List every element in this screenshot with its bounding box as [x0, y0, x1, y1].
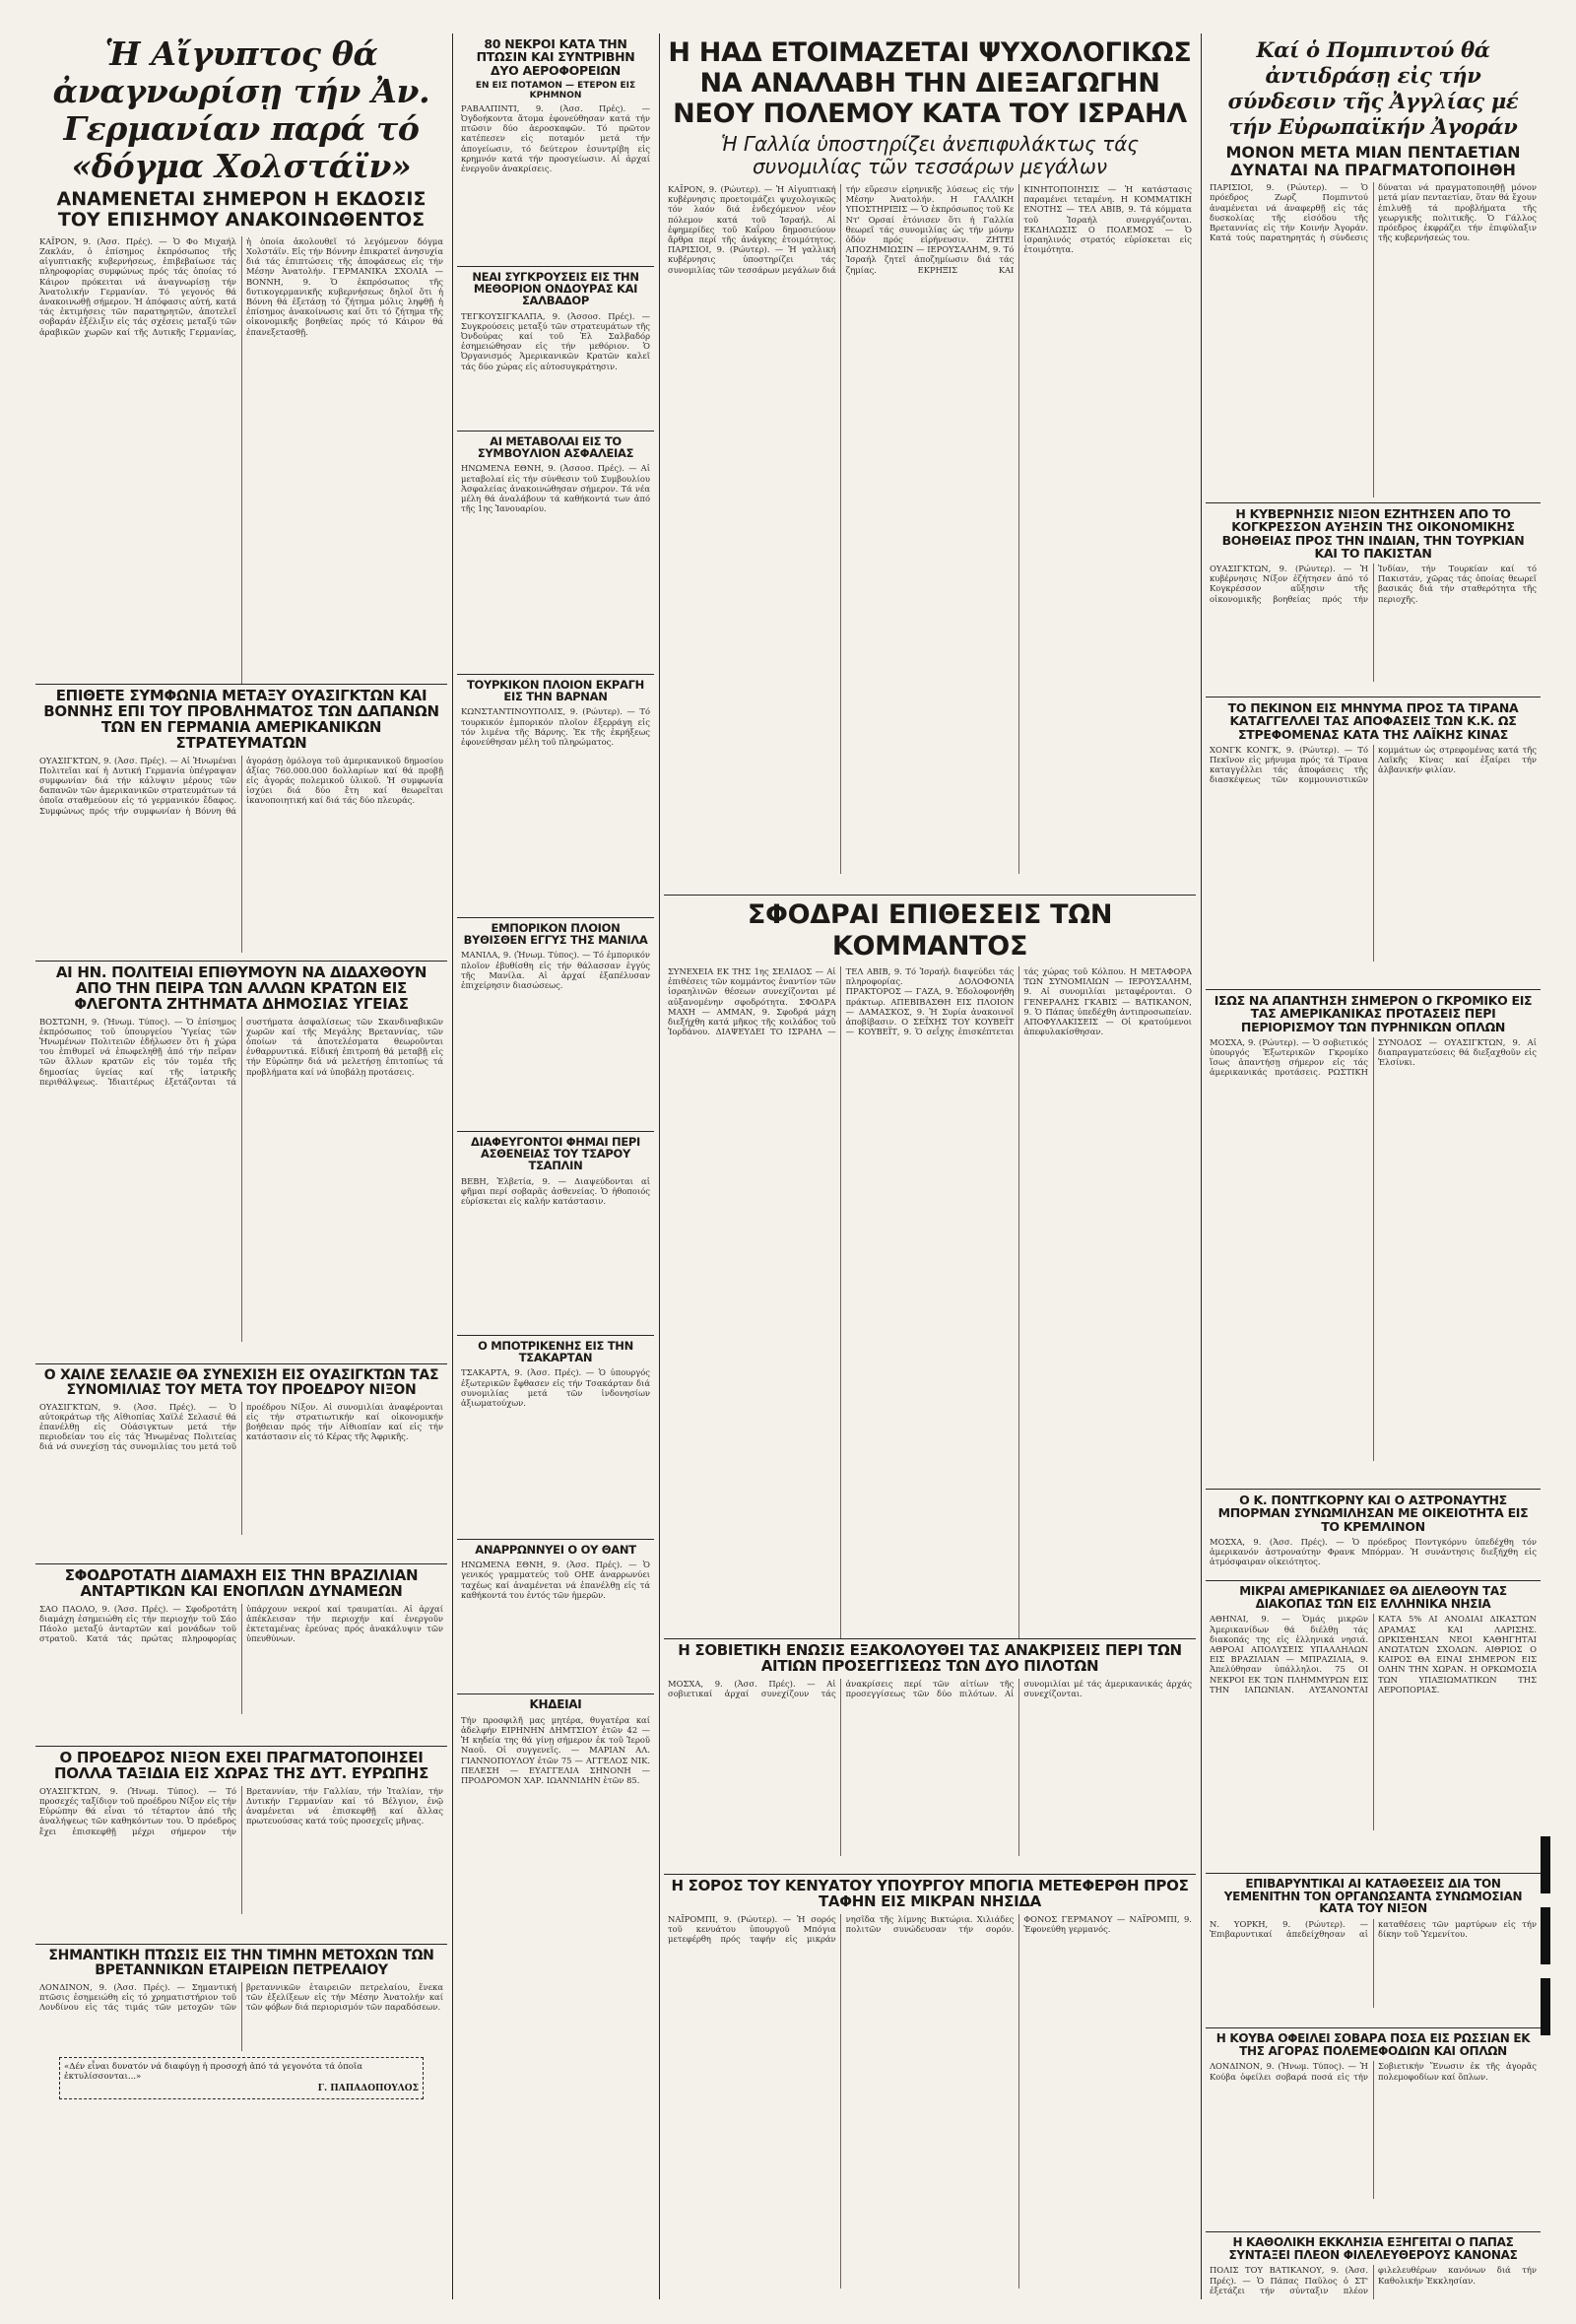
- headline-oil-shares: ΣΗΜΑΝΤΙΚΗ ΠΤΩΣΙΣ ΕΙΣ ΤΗΝ ΤΙΜΗΝ ΜΕΤΟΧΩΝ ΤΩΝ ΒΡΕΤΑΝΝΙΚΩΝ ΕΤΑΙΡΕΙΩΝ ΠΕΤΡΕΛΑΙΟΥ: [48, 1948, 434, 1978]
- quote-box: [59, 2057, 424, 2099]
- article-text: ΟΥΑΣΙΓΚΤΩΝ, 9. (Ἡνωμ. Τύπος). — Τό προσεχές ταξίδιον τοῦ προέδρου Νίξον εἰς τήν Εὐρώπην θά εἶναι τό τέταρτον ἀπό τῆς ἀναλήψεως τῶν καθηκόντων του. Ὁ πρόεδρος ἔχει ἐπισκεφθῇ μέχρι σήμερον τήν Βρεταννίαν, τήν Γαλλίαν, τήν Ἰταλίαν, τήν Δυτικήν Γερμανίαν καί τό Βέλγιον, ἐνῷ ἀναμένεται νά ἐπισκεφθῇ καί ἄλλας πρωτευούσας κατά τούς προσεχεῖς μῆνας.: [39, 1785, 443, 1836]
- headline-public-health: ΑΙ ΗΝ. ΠΟΛΙΤΕΙΑΙ ΕΠΙΘΥΜΟΥΝ ΝΑ ΔΙΔΑΧΘΟΥΝ ΑΠΟ ΤΗΝ ΠΕΙΡΑ ΤΩΝ ΑΛΛΩΝ ΚΡΑΤΩΝ ΕΙΣ ΦΛΕΓΟΝΤΑ ΖΗΤΗΜΑΤΑ ΔΗΜΟΣΙΑΣ ΥΓΕΙΑΣ: [55, 963, 427, 1013]
- column-rule: [1201, 33, 1202, 2299]
- article-cuba: [1206, 2028, 1541, 2232]
- article-chaplin: [457, 1132, 654, 1336]
- article-text: ΑΘΗΝΑΙ, 9. — Ὁμάς μικρῶν Ἀμερικανίδων θά διέλθῃ τάς διακοπάς της εἰς ἑλληνικά νησιά. ΑΘΡΟΑΙ ΑΠΟΛΥΣΕΙΣ ΥΠΑΛΛΗΛΩΝ ΕΙΣ ΒΡΑΖΙΛΙΑΝ — ΜΠΡΑΖΙΛΙΑ, 9. Ἀπελύθησαν ὑπάλληλοι. 75 ΟΙ ΝΕΚΡΟΙ ΕΚ ΤΩΝ ΠΛΗΜΜΥΡΩΝ ΕΙΣ ΤΗΝ ΙΑΠΩΝΙΑΝ. ΑΥΞΑΝΟΝΤΑΙ ΚΑΤΑ 5% ΑΙ ΑΝΟΔΙΑΙ ΔΙΚΑΣΤΩΝ ΔΡΑΜΑΣ ΚΑΙ ΛΑΡΙΣΗΣ. ΩΡΚΙΣΘΗΣΑΝ ΝΕΟΙ ΚΑΘΗΓΗΤΑΙ ΑΝΩΤΑΤΩΝ ΣΧΟΛΩΝ. ΑΙΘΡΙΟΣ Ο ΚΑΙΡΟΣ ΘΑ ΕΙΝΑΙ ΣΗΜΕΡΟΝ ΕΙΣ ΟΛΗΝ ΤΗΝ ΧΩΡΑΝ. Η ΟΡΚΩΜΟΣΙΑ ΤΩΝ ΥΠΑΞΙΩΜΑΤΙΚΩΝ ΤΗΣ ΑΕΡΟΠΟΡΙΑΣ.: [1210, 1614, 1537, 1694]
- article-text: ΚΑΪΡΟΝ, 9. (Ρώυτερ). — Ἡ Αἰγυπτιακή κυβέρνησις προετοιμάζει ψυχολογικῶς τόν λαόν διά ἐνδεχόμενον νέον πόλεμον κατά τοῦ Ἰσραήλ. Αἱ ἐφημερίδες τοῦ Καΐρου δημοσιεύουν ἄρθρα περί τῆς ἀνάγκης ἑτοιμότητος. ΠΑΡΙΣΙΟΙ, 9. (Ρώυτερ). — Ἡ γαλλική κυβέρνησις ὑποστηρίζει τάς συνομιλίας τῶν τεσσάρων μεγάλων διά τήν εὕρεσιν εἰρηνικῆς λύσεως εἰς τήν Μέσην Ἀνατολήν. Η ΓΑΛΛΙΚΗ ΥΠΟΣΤΗΡΙΞΙΣ — Ὁ ἐκπρόσωπος τοῦ Κε Ντ' Ορσαί ἐτόνισεν ὅτι ἡ Γαλλία θεωρεῖ τάς συνομιλίας ὡς τήν μόνην ὁδόν πρός εἰρήνευσιν. ΖΗΤΕΙ ΑΠΟΖΗΜΙΩΣΙΝ — ΙΕΡΟΥΣΑΛΗΜ, 9. Τό Ἰσραήλ ζητεῖ ἀποζημίωσιν διά τάς ζημίας. ΕΚΡΗΞΙΣ ΚΑΙ ΚΙΝΗΤΟΠΟΙΗΣΙΣ — Ἡ κατάστασις παραμένει τεταμένη. Η ΚΟΜΜΑΤΙΚΗ ΕΝΟΤΗΣ — ΤΕΛ ΑΒΙΒ, 9. Τά κόμματα τοῦ Ἰσραήλ συνεργάζονται. ΕΚΔΗΛΩΣΙΣ Ο ΠΟΛΕΜΟΣ — Ὁ ἰσραηλινός στρατός εὑρίσκεται εἰς ἑτοιμότητα.: [668, 184, 1192, 275]
- article-honduras: [457, 267, 654, 432]
- edge-mark: [1541, 1836, 1550, 1893]
- headline-cuba: Η ΚΟΥΒΑ ΟΦΕΙΛΕΙ ΣΟΒΑΡΑ ΠΟΣΑ ΕΙΣ ΡΩΣΣΙΑΝ ΕΚ ΤΗΣ ΑΓΟΡΑΣ ΠΟΛΕΜΕΦΟΔΙΩΝ ΚΑΙ ΟΠΛΩΝ: [1215, 2031, 1531, 2058]
- article-text: ΜΟΣΧΑ, 9. (Ρώυτερ). — Ὁ σοβιετικός ὑπουργός Ἐξωτερικῶν Γκρομίκο ἴσως ἀπαντήσῃ σήμερον εἰς τάς ἀμερικανικάς προτάσεις. ΡΩΣΤΙΚΗ ΣΥΝΟΔΟΣ — ΟΥΑΣΙΓΚΤΩΝ, 9. Αἱ διαπραγματεύσεις θά διεξαχθοῦν εἰς Ἑλσίνκι.: [1210, 1036, 1537, 1078]
- article-nixon-travels: [35, 1747, 447, 1945]
- article-text: ΜΑΝΙΛΑ, 9. (Ἡνωμ. Τύπος). — Τό ἐμπορικόν πλοῖον ἐβυθίσθη εἰς τήν θάλασσαν ἐγγύς τῆς Μανίλα. Αἱ ἀρχαί ἐξαπέλυσαν ἐπιχείρησιν διασώσεως.: [461, 950, 650, 990]
- headline-nixon-aid: Η ΚΥΒΕΡΝΗΣΙΣ ΝΙΞΟΝ ΕΖΗΤΗΣΕΝ ΑΠΟ ΤΟ ΚΟΓΚΡΕΣΣΟΝ ΑΥΞΗΣΙΝ ΤΗΣ ΟΙΚΟΝΟΜΙΚΗΣ ΒΟΗΘΕΙΑΣ ΠΡΟΣ ΤΗΝ ΙΝΔΙΑΝ, ΤΗΝ ΤΟΥΡΚΙΑΝ ΚΑΙ ΤΟ ΠΑΚΙΣΤΑΝ: [1221, 506, 1525, 561]
- article-brazil: [35, 1564, 447, 1747]
- headline-commandos: ΣΦΟΔΡΑΙ ΕΠΙΘΕΣΕΙΣ ΤΩΝ ΚΟΜΜΑΝΤΟΣ: [747, 899, 1113, 962]
- column-rule: [659, 33, 660, 2299]
- article-soviet-pilots: [664, 1639, 1196, 1875]
- headline-turkish-ship: ΤΟΥΡΚΙΚΟΝ ΠΛΟΙΟΝ ΕΚΡΑΓΗ ΕΙΣ ΤΗΝ ΒΑΡΝΑΝ: [466, 678, 644, 704]
- article-text: ΝΑΪΡΟΜΠΙ, 9. (Ρώυτερ). — Ἡ σορός τοῦ κενυάτου ὑπουργοῦ Μπόγια μετεφέρθη πρός ταφήν εἰς μικράν νησῖδα τῆς λίμνης Βικτώρια. Χιλιάδες πολιτῶν συνώδευσαν τήν σορόν. ΦΟΝΟΣ ΓΕΡΜΑΝΟΥ — ΝΑΪΡΟΜΠΙ, 9. Ἐφονεύθη γερμανός.: [668, 1913, 1192, 1945]
- article-usa-bonn: [35, 685, 447, 962]
- funeral-notices-title: ΚΗΔΕΙΑΙ: [529, 1697, 582, 1711]
- article-plane-crash: [457, 33, 654, 267]
- subhead-plane-crash: ΕΝ ΕΙΣ ΠΟΤΑΜΟΝ — ΕΤΕΡΟΝ ΕΙΣ ΚΡΗΜΝΟΝ: [475, 80, 636, 100]
- column-4: [1206, 33, 1541, 2299]
- column-rule: [452, 33, 453, 2299]
- headline-usa-bonn: ΕΠΙΘΕΤΕ ΣΥΜΦΩΝΙΑ ΜΕΤΑΞΥ ΟΥΑΣΙΓΚΤΩΝ ΚΑΙ ΒΟΝΝΗΣ ΕΠΙ ΤΟΥ ΠΡΟΒΛΗΜΑΤΟΣ ΤΩΝ ΔΑΠΑΝΩΝ ΤΩΝ ΕΝ ΓΕΡΜΑΝΙΑ ΑΜΕΡΙΚΑΝΙΚΩΝ ΣΤΡΑΤΕΥΜΑΤΩΝ: [43, 687, 439, 752]
- headline-kenya-minister: Η ΣΟΡΟΣ ΤΟΥ ΚΕΝΥΑΤΟΥ ΥΠΟΥΡΓΟΥ ΜΠΟΓΙΑ ΜΕΤΕΦΕΡΘΗ ΠΡΟΣ ΤΑΦΗΝ ΕΙΣ ΜΙΚΡΑΝ ΝΗΣΙΔΑ: [671, 1877, 1189, 1910]
- article-text: ΗΝΩΜΕΝΑ ΕΘΝΗ, 9. (Ἀσσ. Πρές). — Ὁ γενικός γραμματεύς τοῦ ΟΗΕ ἀναρρωνύει ταχέως καί ἀναμένεται νά ἐπανέλθῃ εἰς τά καθήκοντά του ἐντός τῶν ἡμερῶν.: [461, 1560, 650, 1600]
- column-1: [35, 33, 447, 2299]
- quote-text: «Δέν εἶναι δυνατόν νά διαφύγῃ ἡ προσοχή ἀπό τά γεγονότα τά ὁποῖα ἐκτυλίσσονται...»: [64, 2061, 363, 2083]
- article-manila-ship: [457, 918, 654, 1132]
- article-security-council: [457, 432, 654, 675]
- edge-mark: [1541, 1907, 1550, 1964]
- subhead-france-talks: Ἡ Γαλλία ὑποστηρίζει ἀνεπιφυλάκτως τάς συνομιλίας τῶν τεσσάρων μεγάλων: [720, 132, 1140, 178]
- headline-chaplin: ΔΙΑΦΕΥΓΟΝΤΟΙ ΦΗΜΑΙ ΠΕΡΙ ΑΣΘΕΝΕΙΑΣ ΤΟΥ ΤΣΑΡΟΥ ΤΣΑΠΛΙΝ: [471, 1135, 640, 1173]
- article-text: ΡΑΒΑΛΠΙΝΤΙ, 9. (Ἀσσ. Πρές). — Ὀγδοήκοντα ἄτομα ἐφονεύθησαν κατά τήν πτῶσιν δύο ἀεροσκαφῶν. Τό πρῶτον κατέπεσεν εἰς ποταμόν μετά τήν ἀπογείωσιν, τό δεύτερον ἐσυντρίβη εἰς κρημνόν κατά τήν προσγείωσιν. Αἱ ἀρχαί ἐνεργοῦν ἀνακρίσεις.: [461, 102, 650, 173]
- article-text: ΗΝΩΜΕΝΑ ΕΘΝΗ, 9. (Ἀσσοσ. Πρές). — Αἱ μεταβολαί εἰς τήν σύνθεσιν τοῦ Συμβουλίου Ἀσφαλείας ἀνακοινώθησαν σήμερον. Τά νέα μέλη θά ἀναλάβουν τά καθήκοντά των ἀπό τῆς 1ης Ἰανουαρίου.: [461, 463, 650, 514]
- article-text: ΟΥΑΣΙΓΚΤΩΝ, 9. (Ρώυτερ). — Ἡ κυβέρνησις Νίξον ἐζήτησεν ἀπό τό Κογκρέσσον αὔξησιν τῆς οἰκονομικῆς βοηθείας πρός τήν Ἰνδίαν, τήν Τουρκίαν καί τό Πακιστάν, χῶρας τάς ὁποίας θεωρεῖ βασικάς διά τήν σταθερότητα τῆς περιοχῆς.: [1210, 564, 1537, 604]
- edge-mark: [1541, 1978, 1550, 2035]
- article-text: ΧΟΝΓΚ ΚΟΝΓΚ, 9. (Ρώυτερ). — Τό Πεκῖνον εἰς μήνυμα πρός τά Τίρανα καταγγέλλει τάς ἀποφάσεις τῆς διασκέψεως τῶν κομμουνιστικῶν κομμάτων ὡς στρεφομένας κατά τῆς Λαϊκῆς Κίνας καί ἐξαίρει τήν ἀλβανικήν φιλίαν.: [1210, 744, 1537, 785]
- funeral-notices-text: Τήν προσφιλῆ μας μητέρα, θυγατέρα καί ἀδελφήν ΕΙΡΗΝΗΝ ΔΗΜΤΣΙΟΥ ἐτῶν 42 — Ἡ κηδεία της θά γίνῃ σήμερον ἐκ τοῦ Ἱεροῦ Ναοῦ. Οἱ συγγενεῖς. — ΜΑΡΙΑΝ ΑΛ. ΓΙΑΝΝΟΠΟΥΛΟΥ ἐτῶν 75 — ΑΓΓΕΛΟΣ ΝΙΚ. ΠΕΛΕΣΗ — ΕΥΑΓΓΕΛΙΑ ΣΗΝΟΝΗ — ΠΡΟΔΡΟΜΟΝ ΧΑΡ. ΙΩΑΝΝΙΔΗΝ ἐτῶν 85.: [461, 1714, 650, 1785]
- article-text: ΤΕΓΚΟΥΣΙΓΚΑΛΠΑ, 9. (Ἀσσοσ. Πρές). — Συγκρούσεις μεταξύ τῶν στρατευμάτων τῆς Ὀνδούρας καί τοῦ Ἐλ Σαλβαδόρ ἐσημειώθησαν εἰς τήν μεθόριον. Ὁ Ὀργανισμός Ἀμερικανικῶν Κρατῶν καλεῖ τάς δύο χώρας εἰς αὐτοσυγκράτησιν.: [461, 310, 650, 371]
- article-text: ΒΕΒΗ, Ἑλβετία, 9. — Διαψεύδονται αἱ φῆμαι περί σοβαρᾶς ἀσθενείας. Ὁ ἠθοποιός εὑρίσκεται εἰς καλήν κατάστασιν.: [461, 1175, 650, 1206]
- funeral-notices: [457, 1694, 654, 2291]
- article-yemenite: [1206, 1874, 1541, 2028]
- article-u-thant: [457, 1540, 654, 1694]
- article-haile-selassie: [35, 1364, 447, 1564]
- article-text: ΛΟΝΔΙΝΟΝ, 9. (Ἀσσ. Πρές). — Σημαντική πτῶσις ἐσημειώθη εἰς τό χρηματιστήριον τοῦ Λονδίνου εἰς τάς τιμάς τῶν μετοχῶν τῶν βρεταννικῶν ἑταιρειῶν πετρελαίου, ἕνεκα τῶν ἐξελίξεων εἰς τήν Μέσην Ἀνατολήν καί τῶν φόβων διά περιορισμόν τῶν παραδόσεων.: [39, 1981, 443, 2013]
- article-text: ΚΑΪΡΟΝ, 9. (Ἀσσ. Πρές). — Ὁ Φο Μιχαήλ Ζακλάν, ὁ ἐπίσημος ἐκπρόσωπος τῆς αἰγυπτιακῆς κυβερνήσεως, ἐπιβεβαίωσε τάς πληροφορίας συμφώνως πρός τάς ὁποίας τό Κάιρον πρόκειται νά ἀναγνωρίσῃ τήν Ἀνατολικήν Γερμανίαν. Τό γεγονός θά ἀνακοινωθῇ σήμερον. Ἡ ἀπόφασις αὐτή, κατά τάς ἐκτιμήσεις τῶν παρατηρητῶν, ἀποτελεῖ σοβαράν ἐξέλιξιν εἰς τάς σχέσεις μεταξύ τῶν ἀραβικῶν χωρῶν καί τῆς Δυτικῆς Γερμανίας, ἡ ὁποία ἀκολουθεῖ τό λεγόμενον δόγμα Χολστάϊν. Εἰς τήν Βόννην ἐπικρατεῖ ἀνησυχία διά τάς ἐπιπτώσεις τῆς ἀποφάσεως εἰς τήν Μέσην Ἀνατολήν. ΓΕΡΜΑΝΙΚΑ ΣΧΟΛΙΑ — ΒΟΝΝΗ, 9. Ὁ ἐκπρόσωπος τῆς δυτικογερμανικῆς κυβερνήσεως δηλοῖ ὅτι ἡ Βόννη θά ἐξετάσῃ τό ζήτημα μόλις ληφθῇ ἡ ἐπίσημος ἀνακοίνωσις καί ὅτι τό ζήτημα τῆς οἰκονομικῆς βοηθείας πρός τό Κάιρον θά ἐπανεξετασθῇ.: [39, 235, 443, 337]
- article-text: ΜΟΣΧΑ, 9. (Ἀσσ. Πρές). — Ὁ πρόεδρος Ποντγκόρνυ ὑπεδέχθη τόν ἀμερικανόν ἀστροναύτην Φρανκ Μπόρμαν. Ἡ συνάντησις διεξήχθη εἰς ἀτμόσφαιραν οἰκειότητος.: [1210, 1536, 1537, 1567]
- headline-plane-crash: 80 ΝΕΚΡΟΙ ΚΑΤΑ ΤΗΝ ΠΤΩΣΙΝ ΚΑΙ ΣΥΝΤΡΙΒΗΝ ΔΥΟ ΑΕΡΟΦΟΡΕΙΩΝ: [476, 36, 635, 78]
- article-vatican: [1206, 2232, 1541, 2299]
- article-egypt-germany: [35, 33, 447, 685]
- headline-soviet-pilots: Η ΣΟΒΙΕΤΙΚΗ ΕΝΩΣΙΣ ΕΞΑΚΟΛΟΥΘΕΙ ΤΑΣ ΑΝΑΚΡΙΣΕΙΣ ΠΕΡΙ ΤΩΝ ΑΙΤΙΩΝ ΠΡΟΣΕΓΓΙΣΕΩΣ ΤΩΝ ΔΥΟ ΠΙΛΟΤΩΝ: [678, 1641, 1182, 1675]
- print-edge-marks: [1541, 1836, 1552, 2049]
- article-text: ΤΣΑΚΑΡΤΑ, 9. (Ἀσσ. Πρές). — Ὁ ὑπουργός ἐξωτερικῶν ἔφθασεν εἰς τήν Τσακάρταν διά συνομιλίας μετά τῶν ἰνδονησίων ἀξιωματούχων.: [461, 1367, 650, 1408]
- article-egypt-war: [664, 33, 1196, 896]
- article-american-girls: [1206, 1581, 1541, 1874]
- headline-peking-tirana: ΤΟ ΠΕΚΙΝΟΝ ΕΙΣ ΜΗΝΥΜΑ ΠΡΟΣ ΤΑ ΤΙΡΑΝΑ ΚΑΤΑΓΓΕΛΛΕΙ ΤΑΣ ΑΠΟΦΑΣΕΙΣ ΤΩΝ Κ.Κ. ΩΣ ΣΤΡΕΦΟΜΕΝΑΣ ΚΑΤΑ ΤΗΣ ΛΑΪΚΗΣ ΚΙΝΑΣ: [1227, 700, 1519, 742]
- newspaper-page: [35, 33, 1552, 2299]
- subhead-egypt-germany: ΑΝΑΜΕΝΕΤΑΙ ΣΗΜΕΡΟΝ Η ΕΚΔΟΣΙΣ ΤΟΥ ΕΠΙΣΗΜΟΥ ΑΝΑΚΟΙΝΩΘΕΝΤΟΣ: [56, 188, 427, 231]
- article-public-health: [35, 962, 447, 1364]
- article-commandos: [664, 896, 1196, 1639]
- article-nixon-aid: [1206, 503, 1541, 697]
- article-jakarta: [457, 1336, 654, 1540]
- headline-egypt-war: Η ΗΑΔ ΕΤΟΙΜΑΖΕΤΑΙ ΨΥΧΟΛΟΓΙΚΩΣ ΝΑ ΑΝΑΛΑΒΗ ΤΗΝ ΔΙΕΞΑΓΩΓΗΝ ΝΕΟΥ ΠΟΛΕΜΟΥ ΚΑΤΑ ΤΟΥ ΙΣΡΑΗΛ: [668, 37, 1192, 129]
- headline-podgorny: Ο Κ. ΠΟΝΤΓΚΟΡΝΥ ΚΑΙ Ο ΑΣΤΡΟΝΑΥΤΗΣ ΜΠΟΡΜΑΝ ΣΥΝΩΜΙΛΗΣΑΝ ΜΕ ΟΙΚΕΙΟΤΗΤΑ ΕΙΣ ΤΟ ΚΡΕΜΛΙΝΟΝ: [1217, 1493, 1529, 1534]
- article-text: ΚΩΝΣΤΑΝΤΙΝΟΥΠΟΛΙΣ, 9. (Ρώυτερ). — Τό τουρκικόν ἐμπορικόν πλοῖον ἐξερράγη εἰς τόν λιμένα τῆς Βάρνης. Ἐκ τῆς ἐκρήξεως ἐφονεύθησαν μέλη τοῦ πληρώματος.: [461, 706, 650, 747]
- headline-yemenite: ΕΠΙΒΑΡΥΝΤΙΚΑΙ ΑΙ ΚΑΤΑΘΕΣΕΙΣ ΔΙΑ ΤΟΝ ΥΕΜΕΝΙΤΗΝ ΤΟΝ ΟΡΓΑΝΩΣΑΝΤΑ ΣΥΝΩΜΟΣΙΑΝ ΚΑΤΑ ΤΟΥ ΝΙΞΟΝ: [1223, 1877, 1523, 1916]
- article-text: ΠΑΡΙΣΙΟΙ, 9. (Ρώυτερ). — Ὁ πρόεδρος Ζωρζ Πομπιντού ἀναμένεται νά ἀναφερθῇ εἰς τάς δυσκολίας τῆς εἰσόδου τῆς Βρεταννίας εἰς τήν Κοινήν Ἀγοράν. Κατά τούς παρατηρητάς ἡ σύνδεσις δύναται νά πραγματοποιηθῇ μόνον μετά μίαν πενταετίαν, ὅταν θά ἔχουν ἐπιλυθῇ τά προβλήματα τῆς γεωργικῆς πολιτικῆς. Ὁ Γάλλος πρόεδρος ἐκφράζει τήν ἐπιφύλαξιν τῆς κυβερνήσεώς του.: [1210, 182, 1537, 243]
- article-podgorny: [1206, 1490, 1541, 1581]
- article-text: ΟΥΑΣΙΓΚΤΩΝ, 9. (Ἀσσ. Πρές). — Ὁ αὐτοκράτωρ τῆς Αἰθιοπίας Χαϊλέ Σελασιέ θά ἐπανέλθῃ εἰς Οὐάσιγκτων μετά τήν περιοδείαν του εἰς τάς Ἡνωμένας Πολιτείας διά νά συνεχίσῃ τάς συνομιλίας του μετά τοῦ προέδρου Νίξον. Αἱ συνομιλίαι ἀναφέρονται εἰς τήν στρατιωτικήν καί οἰκονομικήν βοήθειαν πρός τήν Αἰθιοπίαν καί εἰς τήν κατάστασιν εἰς τό Κέρας τῆς Ἀφρικῆς.: [39, 1401, 443, 1452]
- headline-gromyko: ΙΣΩΣ ΝΑ ΑΠΑΝΤΗΣΗ ΣΗΜΕΡΟΝ Ο ΓΚΡΟΜΙΚΟ ΕΙΣ ΤΑΣ ΑΜΕΡΙΚΑΝΙΚΑΣ ΠΡΟΤΑΣΕΙΣ ΠΕΡΙ ΠΕΡΙΟΡΙΣΜΟΥ ΤΩΝ ΠΥΡΗΝΙΚΩΝ ΟΠΛΩΝ: [1214, 993, 1533, 1034]
- article-turkish-ship: [457, 675, 654, 918]
- article-text: ΜΟΣΧΑ, 9. (Ἀσσ. Πρές). — Αἱ σοβιετικαί ἀρχαί συνεχίζουν τάς ἀνακρίσεις περί τῶν αἰτίων τῆς προσεγγίσεως τῶν δύο πιλότων. Αἱ συνομιλίαι μέ τάς ἀμερικανικάς ἀρχάς συνεχίζονται.: [668, 1678, 1192, 1698]
- article-kenya-minister: [664, 1875, 1196, 2299]
- article-gromyko: [1206, 990, 1541, 1490]
- article-pompidou: [1206, 33, 1541, 503]
- headline-u-thant: ΑΝΑΡΡΩΝΝΥΕΙ Ο ΟΥ ΘΑΝΤ: [475, 1543, 636, 1557]
- headline-manila-ship: ΕΜΠΟΡΙΚΟΝ ΠΛΟΙΟΝ ΒΥΘΙΣΘΕΝ ΕΓΓΥΣ ΤΗΣ ΜΑΝΙΛΑ: [463, 921, 648, 948]
- subhead-pompidou: ΜΟΝΟΝ ΜΕΤΑ ΜΙΑΝ ΠΕΝΤΑΕΤΙΑΝ ΔΥΝΑΤΑΙ ΝΑ ΠΡΑΓΜΑΤΟΠΟΙΗΘΗ: [1225, 143, 1521, 179]
- article-text: ΣΥΝΕΧΕΙΑ ΕΚ ΤΗΣ 1ης ΣΕΛΙΔΟΣ — Αἱ ἐπιθέσεις τῶν κομμάντος ἐναντίον τῶν ἰσραηλινῶν θέσεων συνεχίζονται μέ αὐξανομένην σφοδρότητα. ΣΦΟΔΡΑ ΜΑΧΗ — ΑΜΜΑΝ, 9. Σφοδρά μάχη διεξήχθη κατά μῆκος τῆς κοιλάδος τοῦ Ἰορδάνου. ΔΙΑΨΕΥΔΕΙ ΤΟ ΙΣΡΑΗΛ — ΤΕΛ ΑΒΙΒ, 9. Τό Ἰσραήλ διαψεύδει τάς πληροφορίας. ΔΟΛΟΦΟΝΙΑ ΠΡΑΚΤΟΡΟΣ — ΓΑΖΑ, 9. Ἐδολοφονήθη πράκτωρ. ΑΠΕΒΙΒΑΣΘΗ ΕΙΣ ΠΛΟΙΟΝ — ΔΑΜΑΣΚΟΣ, 9. Ἡ Συρία ἀνακοινοῖ ἀποβίβασιν. Ο ΣΕΪΧΗΣ ΤΟΥ ΚΟΥΒΕΪΤ — ΚΟΥΒΕΪΤ, 9. Ὁ σεΐχης ἐπισκέπτεται τάς χώρας τοῦ Κόλπου. Η ΜΕΤΑΦΟΡΑ ΤΩΝ ΣΥΝΟΜΙΛΙΩΝ — ΙΕΡΟΥΣΑΛΗΜ, 9. Αἱ συνομιλίαι μεταφέρονται. Ο ΓΕΝΕΡΑΛΗΣ ΓΚΑΒΙΣ — ΒΑΤΙΚΑΝΟΝ, 9. Ὁ Πάπας ὑπεδέχθη ἀντιπροσωπείαν. ΑΠΟΦΥΛΑΚΙΣΕΙΣ — Οἱ κρατούμενοι ἀπεφυλακίσθησαν.: [668, 966, 1192, 1037]
- article-text: ΠΟΛΙΣ ΤΟΥ ΒΑΤΙΚΑΝΟΥ, 9. (Ἀσσ. Πρές). — Ὁ Πάπας Παῦλος ὁ ΣΤ' ἐξετάζει τήν σύνταξιν πλέον φιλελευθέρων κανόνων διά τήν Καθολικήν Ἐκκλησίαν.: [1210, 2265, 1537, 2295]
- headline-jakarta: Ο ΜΠΟΤΡΙΚΕΝΗΣ ΕΙΣ ΤΗΝ ΤΣΑΚΑΡΤΑΝ: [478, 1339, 633, 1365]
- article-text: ΛΟΝΔΙΝΟΝ, 9. (Ἡνωμ. Τύπος). — Ἡ Κούβα ὀφείλει σοβαρά ποσά εἰς τήν Σοβιετικήν Ἕνωσιν ἐκ τῆς ἀγορᾶς πολεμοφοδίων καί ὅπλων.: [1210, 2061, 1537, 2082]
- article-text: ΣΑΟ ΠΑΟΛΟ, 9. (Ἀσσ. Πρές). — Σφοδροτάτη διαμάχη ἐσημειώθη εἰς τήν περιοχήν τοῦ Σάο Πάολο μεταξύ ἀνταρτῶν καί μονάδων τοῦ στρατοῦ. Κατά τάς πρώτας πληροφορίας ὑπάρχουν νεκροί καί τραυματίαι. Αἱ ἀρχαί ἀπέκλεισαν τήν περιοχήν καί ἐνεργοῦν ἐκτεταμένας ἐρεύνας πρός ἀνακάλυψιν τῶν ὑπευθύνων.: [39, 1603, 443, 1644]
- column-2: [457, 33, 654, 2299]
- article-text: Ν. ΥΟΡΚΗ, 9. (Ρώυτερ). — Ἐπιβαρυντικαί ἀπεδείχθησαν αἱ καταθέσεις τῶν μαρτύρων εἰς τήν δίκην τοῦ Ὑεμενίτου.: [1210, 1919, 1537, 1940]
- headline-american-girls: ΜΙΚΡΑΙ ΑΜΕΡΙΚΑΝΙΔΕΣ ΘΑ ΔΙΕΛΘΟΥΝ ΤΑΣ ΔΙΑΚΟΠΑΣ ΤΩΝ ΕΙΣ ΕΛΛΗΝΙΚΑ ΝΗΣΙΑ: [1239, 1584, 1507, 1611]
- headline-vatican: Η ΚΑΘΟΛΙΚΗ ΕΚΚΛΗΣΙΑ ΕΞΗΓΕΙΤΑΙ Ο ΠΑΠΑΣ ΣΥΝΤΑΞΕΙ ΠΛΕΟΝ ΦΙΛΕΛΕΥΘΕΡΟΥΣ ΚΑΝΟΝΑΣ: [1228, 2235, 1518, 2262]
- headline-egypt-germany: Ἡ Αἴγυπτος θά ἀναγνωρίσῃ τήν Ἀν. Γερμανίαν παρά τό «δόγμα Χολστάϊν»: [52, 34, 430, 185]
- headline-honduras: ΝΕΑΙ ΣΥΓΚΡΟΥΣΕΙΣ ΕΙΣ ΤΗΝ ΜΕΘΟΡΙΟΝ ΟΝΔΟΥΡΑΣ ΚΑΙ ΣΑΛΒΑΔΟΡ: [472, 270, 639, 308]
- headline-haile-selassie: Ο ΧΑΙΛΕ ΣΕΛΑΣΙΕ ΘΑ ΣΥΝΕΧΙΣΗ ΕΙΣ ΟΥΑΣΙΓΚΤΩΝ ΤΑΣ ΣΥΝΟΜΙΛΙΑΣ ΤΟΥ ΜΕΤΑ ΤΟΥ ΠΡΟΕΔΡΟΥ ΝΙΞΟΝ: [43, 1367, 439, 1398]
- headline-pompidou: Καί ὁ Πομπιντού θά ἀντιδράσῃ εἰς τήν σύνδεσιν τῆς Ἀγγλίας μέ τήν Εὐρωπαϊκήν Ἀγοράν: [1227, 37, 1519, 139]
- headline-nixon-travels: Ο ΠΡΟΕΔΡΟΣ ΝΙΞΟΝ ΕΧΕΙ ΠΡΑΓΜΑΤΟΠΟΙΗΣΕΙ ΠΟΛΛΑ ΤΑΞΙΔΙΑ ΕΙΣ ΧΩΡΑΣ ΤΗΣ ΔΥΤ. ΕΥΡΩΠΗΣ: [53, 1749, 429, 1782]
- quote-signature: Γ. ΠΑΠΑΔΟΠΟΥΛΟΣ: [317, 2084, 419, 2094]
- article-text: ΒΟΣΤΩΝΗ, 9. (Ἡνωμ. Τύπος). — Ὁ ἐπίσημος ἐκπρόσωπος τοῦ ὑπουργείου Ὑγείας τῶν Ἡνωμένων Πολιτειῶν ἐδήλωσεν ὅτι ἡ χώρα του ἐπιθυμεῖ νά ἐπωφεληθῇ ἀπό τήν πεῖραν τῶν ἄλλων κρατῶν εἰς τόν τομέα τῆς δημοσίας ὑγείας καί τῆς ἰατρικῆς περιθάλψεως. Ἰδιαιτέρως ἐξετάζονται τά συστήματα ἀσφαλίσεως τῶν Σκανδιναβικῶν χωρῶν καί τῆς Μεγάλης Βρεταννίας, τῶν ὁποίων τά ἀποτελέσματα θεωροῦνται ἐνθαρρυντικά. Εἰδική ἐπιτροπή θά μεταβῇ εἰς τήν Εὐρώπην διά νά μελετήσῃ ἐπιτοπίως τά προβλήματα καί νά ὑποβάλῃ προτάσεις.: [39, 1016, 443, 1087]
- article-text: ΟΥΑΣΙΓΚΤΩΝ, 9. (Ἀσσ. Πρές). — Αἱ Ἡνωμέναι Πολιτεῖαι καί ἡ Δυτική Γερμανία ὑπέγραψαν συμφωνίαν διά τήν κάλυψιν μέρους τῶν δαπανῶν τῶν ἀμερικανικῶν στρατευμάτων τά ὁποῖα σταθμεύουν εἰς τό γερμανικόν ἔδαφος. Συμφώνως πρός τήν συμφωνίαν ἡ Βόννη θά ἀγοράσῃ ὁμόλογα τοῦ ἀμερικανικοῦ δημοσίου ἀξίας 760.000.000 δολλαρίων καί θά προβῇ εἰς ἀγοράς πολεμικοῦ ὑλικοῦ. Ἡ συμφωνία ἰσχύει διά δύο ἔτη καί θεωρεῖται ἱκανοποιητική καί διά τάς δύο πλευράς.: [39, 755, 443, 816]
- article-oil-shares: [35, 1945, 447, 2187]
- article-peking-tirana: [1206, 697, 1541, 990]
- headline-security-council: ΑΙ ΜΕΤΑΒΟΛΑΙ ΕΙΣ ΤΟ ΣΥΜΒΟΥΛΙΟΝ ΑΣΦΑΛΕΙΑΣ: [477, 434, 634, 461]
- column-3: [664, 33, 1196, 2299]
- headline-brazil: ΣΦΟΔΡΟΤΑΤΗ ΔΙΑΜΑΧΗ ΕΙΣ ΤΗΝ ΒΡΑΖΙΛΙΑΝ ΑΝΤΑΡΤΙΚΩΝ ΚΑΙ ΕΝΟΠΛΩΝ ΔΥΝΑΜΕΩΝ: [64, 1566, 419, 1600]
